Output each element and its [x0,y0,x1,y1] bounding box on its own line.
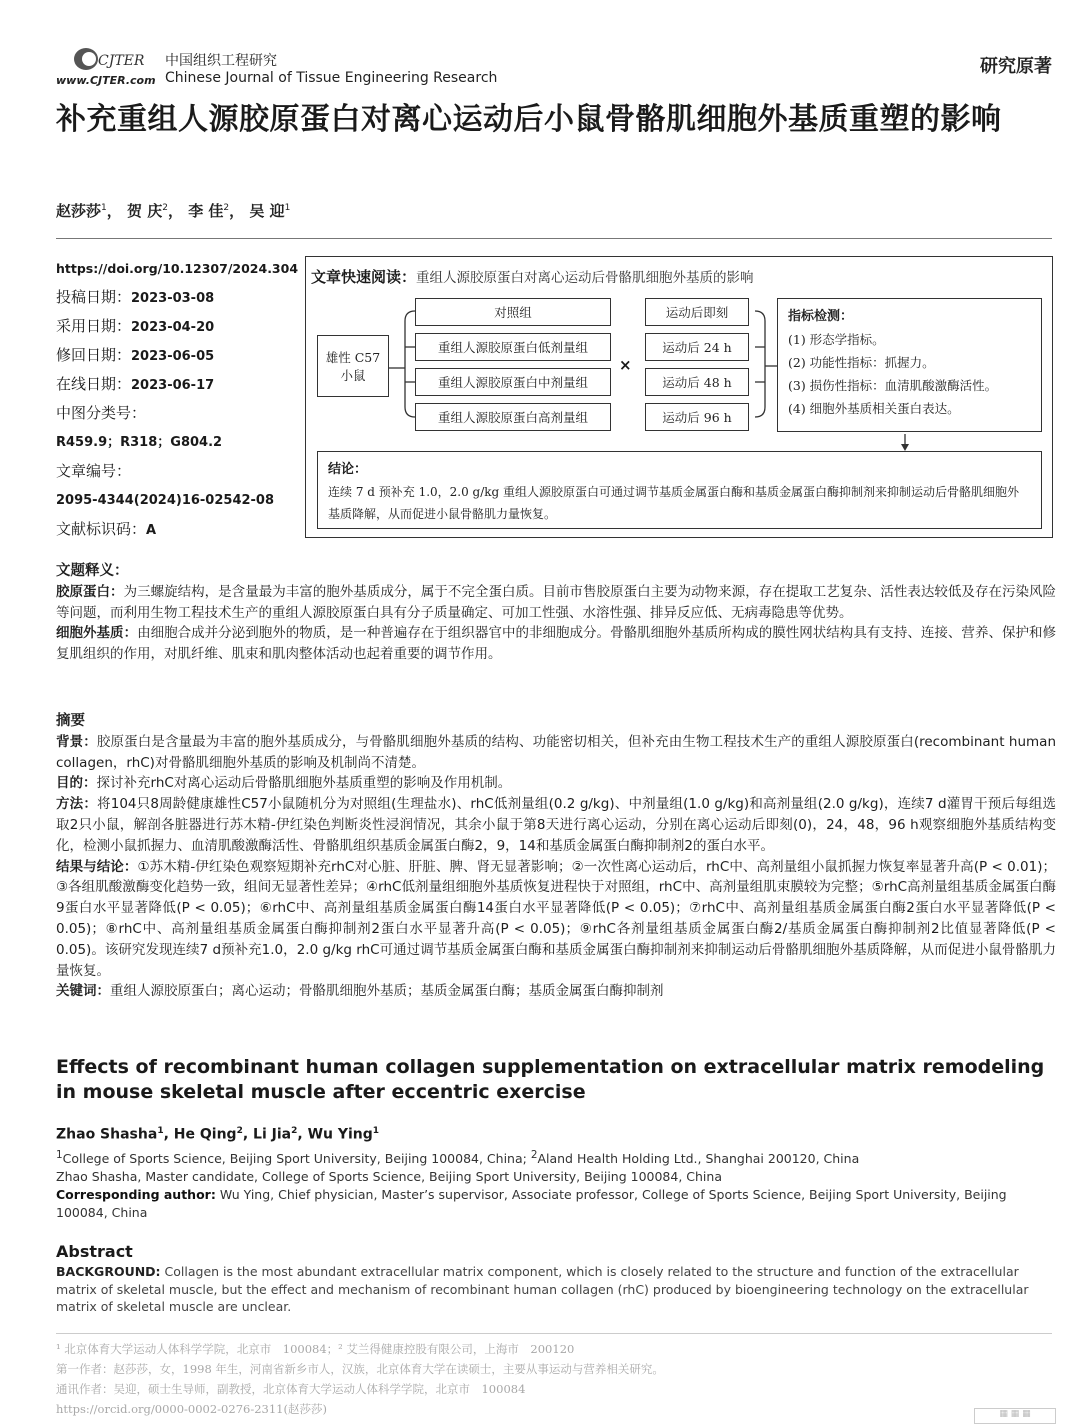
authors-en: Zhao Shasha$^1$, He Qing$^2$, Li Jia$^2$, Wu Ying$^1$ [56,1126,380,1143]
group-control: 对照组 [415,298,611,326]
journal-name-en: Chinese Journal of Tissue Engineering Research [165,70,498,86]
clc-number: R459.9；R318；G804.2 [56,435,223,450]
doi-link[interactable]: https://doi.org/10.12307/2024.304 [56,261,299,276]
submitted-date: 2023-03-08 [131,291,215,306]
authors-cn: 赵莎莎$^1$， 贺 庆$^2$， 李 佳$^2$， 吴 迎$^1$ [56,202,291,220]
journal-url: www.CJTER.com [56,74,156,87]
glossary: 文题释义： 胶原蛋白：为三螺旋结构，是含量最为丰富的胞外基质成分，属于不完全蛋白质。目前市售胶原蛋白主要为动物来源，存在提取工艺复杂、活性表达较低及存在污染风险等问题，而利用生物工程技术生产的重组人源胶原蛋白具有分子质量确定、可加工性强、水溶性强、排异反应低、无病毒隐患等优势。 细胞外基质：由细胞合成并分泌到胞外的物质，是一种普遍存在于组织器官中的非细胞成分。骨骼肌细胞外基质所构成的膜性网状结构具有支持、连接、营养、保护和修复肌组织的作用，对肌纤维、肌束和肌肉整体活动也起着重要的调节作用。 [56,563,1057,663]
keywords: 重组人源胶原蛋白；离心运动；骨骼肌细胞外基质；基质金属蛋白酶；基质金属蛋白酶抑制剂 [110,983,664,1000]
indicator-item: (3) 损伤性指标：血清肌酸激酶活性。 [788,378,998,393]
footnote-affiliations: ¹ 北京体育大学运动人体科学学院，北京市 100084；² 艾兰得健康控股有限公司，上海市 200120 [56,1342,575,1356]
footnote-divider [56,1333,1052,1334]
timepoint-96h: 运动后 96 h [645,403,749,431]
footnote-orcid[interactable]: https://orcid.org/0000-0002-0276-2311(赵莎莎) [56,1402,327,1416]
indicator-item: (1) 形态学指标。 [788,332,885,347]
accepted-date: 2023-04-20 [131,320,215,335]
author-name: 赵莎莎 [56,202,102,220]
author-name: 吴 迎 [249,202,285,220]
corresponding-author: Wu Ying, Chief physician, Master’s supervisor, Associate professor, College of Sports Science, Beijing Sport University, Beijing 100084, China [56,1187,1007,1221]
abstract-en: BACKGROUND: Collagen is the most abundant extracellular matrix component, which is closely related to the structure and function of the extracellular matrix of skeletal muscle, but the effect and mechanism of recombinant human collagen (rhC) produced by bioengineering technology on the extracellular matrix of skeletal muscle are unclear. [56,1264,1029,1314]
conclusion-text: 连续 7 d 预补充 1.0，2.0 g/kg 重组人源胶原蛋白可通过调节基质金属蛋白酶和基质金属蛋白酶抑制剂来抑制运动后骨骼肌细胞外基质降解，从而促进小鼠骨骼肌力量恢复。 [328,485,1020,521]
timepoint-0h: 运动后即刻 [645,298,749,326]
indicator-item: (2) 功能性指标：抓握力。 [788,355,935,370]
timepoint-48h: 运动后 48 h [645,368,749,396]
glossary-heading: 文题释义： [56,563,129,579]
author-name: 李 佳 [188,202,224,220]
abstract-cn: 摘要 背景：胶原蛋白是含量最为丰富的胞外基质成分，与骨骼肌细胞外基质的结构、功能密切相关，但补充由生物工程技术生产的重组人源胶原蛋白(recombinant human collagen，rhC)对骨骼肌细胞外基质的影响及机制尚不清楚。 目的：探讨补充rhC对离心运动后骨骼肌细胞外基质重塑的影响及作用机制。 方法：将104只8周龄健康雄性C57小鼠随机分为对照组(生理盐水)、rhC低剂量组(0.2 g/kg)、中剂量组(1.0 g/kg)和高剂量组(2.0 g/kg)，连续7 d灌胃干预后每组选取2只小鼠，解剖各脏器进行苏木精-伊红染色判断炎性浸润情况，其余小鼠于第8天进行离心运动，分别在离心运动后即刻(0)，24，48，96 h观察细胞外基质结构变化，检测小鼠抓握力、血清肌酸激酶活性、骨骼肌组织基质金属蛋白酶2，9，14和基质金属蛋白酶抑制剂2的蛋白水平。 结果与结论：①苏木精-伊红染色观察短期补充rhC对心脏、肝脏、脾、肾无显著影响；②一次性离心运动后，rhC中、高剂量组小鼠抓握力恢复率显著升高(P < 0.01)；③各组肌酸激酶变化趋势一致，组间无显著性差异；④rhC低剂量组细胞外基质恢复进程快于对照组，rhC中、高剂量组肌束膜较为完整；⑤rhC高剂量组基质金属蛋白酶9蛋白水平显著降低(P < 0.05)；⑥rhC中、高剂量组基质金属蛋白酶14蛋白水平显著降低(P < 0.05)；⑦rhC中、高剂量组基质金属蛋白酶2蛋白水平显著降低(P < 0.05)；⑧rhC中、高剂量组基质金属蛋白酶抑制剂2蛋白水平显著升高(P < 0.05)；⑨rhC各剂量组基质金属蛋白酶2/基质金属蛋白酶抑制剂2比值显著降低(P < 0.05)。该研究发现连续7 d预补充1.0，2.0 g/kg rhC可通过调节基质金属蛋白酶和基质金属蛋白酶抑制剂来抑制运动后骨骼肌细胞外基质降解，从而促进小鼠骨骼肌力量恢复。 关键词：重组人源胶原蛋白；离心运动；骨骼肌细胞外基质；基质金属蛋白酶；基质金属蛋白酶抑制剂 [56,713,1057,1000]
abstract-heading-en: Abstract [56,1242,133,1261]
article-title-cn: 补充重组人源胶原蛋白对离心运动后小鼠骨骼肌细胞外基质重塑的影响 [56,102,1002,137]
article-meta: https://doi.org/10.12307/2024.304 投稿日期：2023-03-08 采用日期：2023-04-20 修回日期：2023-06-05 在线日期：2023-06-17 中图分类号： R459.9；R318；G804.2 文章编号： 2095-4344(2024)16-02542-08 文献标识码：A [56,254,281,544]
document-code: A [146,523,157,538]
journal-name-cn: 中国组织工程研究 [165,53,277,69]
affiliations-en: $^1$College of Sports Science, Beijing Sport University, Beijing 100084, China; $^2$Aland Health Holding Ltd., Shanghai 200120, China Zhao Shasha, Master candidate, College of Sports Science, Beijing Sport University, Beijing 100084, China Corresponding author: Wu Ying, Chief physician, Master’s supervisor, Associate professor, College of Sports Science, Beijing Sport University, Beijing 100084, China [56,1146,1056,1222]
qr-code-icon: ▦ ▦ ▦ [974,1408,1056,1424]
conclusion-box: 结论： 连续 7 d 预补充 1.0，2.0 g/kg 重组人源胶原蛋白可通过调节基质金属蛋白酶和基质金属蛋白酶抑制剂来抑制运动后骨骼肌细胞外基质降解，从而促进小鼠骨骼肌力量恢复。 [317,451,1042,529]
indicator-item: (4) 细胞外基质相关蛋白表达。 [788,401,960,416]
footnote-corresponding: 通讯作者：吴迎，硕士生导师，副教授，北京体育大学运动人体科学学院，北京市 100084 [56,1382,526,1396]
logo-text: CJTER [98,53,145,69]
first-author-en: Zhao Shasha, Master candidate, College of Sports Science, Beijing Sport University, Beijing 100084, China [56,1169,722,1185]
timepoint-24h: 运动后 24 h [645,333,749,361]
subject-box: 雄性 C57 小鼠 [317,335,389,397]
online-date: 2023-06-17 [131,378,215,393]
group-high-dose: 重组人源胶原蛋白高剂量组 [415,403,611,431]
revised-date: 2023-06-05 [131,349,215,364]
abstract-heading-cn: 摘要 [56,713,85,729]
article-title-en: Effects of recombinant human collagen supplementation on extracellular matrix remodeling in mouse skeletal muscle after eccentric exercise [56,1056,1045,1103]
graphical-abstract-heading: 文章快速阅读：重组人源胶原蛋白对离心运动后骨骼肌细胞外基质的影响 [311,268,754,286]
group-mid-dose: 重组人源胶原蛋白中剂量组 [415,368,611,396]
article-number: 2095-4344(2024)16-02542-08 [56,493,275,508]
article-type: 研究原著 [980,56,1052,77]
times-symbol: × [619,356,632,374]
group-low-dose: 重组人源胶原蛋白低剂量组 [415,333,611,361]
divider [56,238,1052,239]
footnote-first-author: 第一作者：赵莎莎，女，1998 年生，河南省新乡市人，汉族，北京体育大学在读硕士，主要从事运动与营养相关研究。 [56,1362,664,1376]
journal-logo-mark [72,46,145,72]
author-name: 贺 庆 [126,202,163,220]
indicators-box: 指标检测： (1) 形态学指标。 (2) 功能性指标：抓握力。 (3) 损伤性指标：血清肌酸激酶活性。 (4) 细胞外基质相关蛋白表达。 [777,298,1042,432]
